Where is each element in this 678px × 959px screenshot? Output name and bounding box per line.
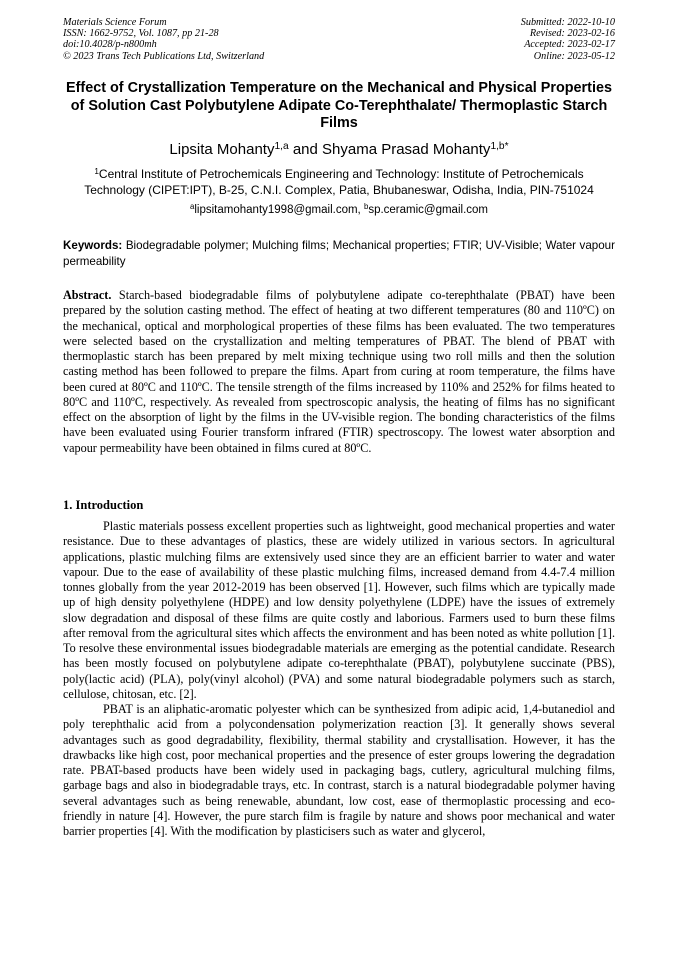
author-2-name: Shyama Prasad Mohanty — [322, 141, 491, 158]
keywords-block — [63, 238, 615, 269]
author-conjunction: and — [292, 141, 318, 158]
affiliation — [63, 167, 615, 198]
author-2-affiliation-mark: 1,b* — [490, 141, 509, 153]
introduction-body — [63, 519, 615, 839]
abstract-text: Starch-based biodegradable films of polybutylene adipate co-terephthalate (PBAT) have been prepared by the solution casting method. The effect of heating at two different temperatures (80 and 110ºC) on the mechanical, optical and morphological properties of these films has been evaluated. The two temperatures were selected based on the crystallization and melting temperatures of PBAT. The blend of PBAT with thermoplastic starch has been prepared by melt mixing technique using two roll mills and then the solution casting method has been followed to prepare the films. Apart from curing at room temperature, the films have been cured at 80ºC and 110ºC. The tensile strength of the films increased by 110% and 252% for films heated to 80ºC and 110ºC, respectively. As revealed from spectroscopic analysis, the heating of films has no significant effect on the absorption of light by the films in the UV-visible region. The bonding characteristics of the films have been evaluated using Fourier transform infrared (FTIR) spectroscopy. The lowest water absorption and vapour permeability have been obtained in films cured at 80ºC. — [63, 288, 615, 455]
section-heading-introduction: 1. Introduction — [63, 498, 144, 512]
email-a-link[interactable]: lipsitamohanty1998@gmail.com, — [194, 204, 361, 216]
email-b-link[interactable]: sp.ceramic@gmail.com — [368, 204, 488, 216]
paragraph: PBAT is an aliphatic-aromatic polyester which can be synthesized from adipic acid, 1,4-butanediol and poly terephthalic acid from a polycondensation polymerization reaction [3]. It generally shows several advantages such as good degradability, flexibility, thermal stability and crystallisation. However, it has the drawbacks like high cost, poor mechanical properties and the presence of ester groups lowering the degradation rate. PBAT-based products have been widely used in packaging bags, cutlery, agricultural mulching films, garbage bags and also in biodegradable trays, etc. In contrast, starch is a natural biodegradable polymer having several advantages such as being renewable, abundant, low cost, ease of thermoplastic processing and eco-friendly in nature [4]. However, the pure starch film is fragile by nature and shows poor mechanical and water barrier properties [4]. With the modification by plasticisers such as water and glycerol, — [63, 702, 615, 838]
journal-info — [63, 17, 264, 62]
affiliation-text: Central Institute of Petrochemicals Engineering and Technology: Institute of Petrochemicals Technology (CIPET:IPT), B-25, C.N.I. Complex, Patia, Bhubaneswar, Odisha, India, PIN-751024 — [84, 167, 594, 197]
paragraph: Plastic materials possess excellent properties such as lightweight, good mechanical properties and water resistance. Due to these advantages of plastics, these are widely utilized in various sectors. In agricultural applications, plastic mulching films are extensively used since they are an efficient barrier to water and water vapour. Due to the ease of availability of these plastic mulching films, increased demand from 4.4-7.4 million tonnes globally from the year 2012-2019 has been observed [1]. However, such films which are typically made up of high density polyethylene (HDPE) and low density polyethylene (LDPE) have the issues of extremely slow degradation and disposal of these films are quite costly and laborious. Farmers used to burn these films after removal from the agricultural sites which affects the environment and has been noted as white pollution [1]. To resolve these environmental issues biodegradable materials are emerging as the potential candidate. Research has been mostly focused on polybutylene adipate co-terephthalate (PBAT), polybutylene succinate (PBS), poly(lactic acid) (PLA), poly(vinyl alcohol) (PVA) and some natural biodegradable polymers such as starch, cellulose, chitosan, etc. [2]. — [63, 519, 615, 701]
email-a-mark: a — [190, 202, 195, 212]
submission-dates — [521, 17, 615, 62]
revised-date: Revised: 2023-02-16 — [529, 28, 615, 40]
paper-title: Effect of Crystallization Temperature on the Mechanical and Physical Properties of Solution Cast Polybutylene Adipate Co-Terephthalate/ Thermoplastic Starch Films — [66, 80, 612, 131]
doi-line[interactable]: doi:10.4028/p-n800mh — [63, 39, 157, 51]
author-emails — [63, 203, 615, 217]
abstract-label: Abstract. — [63, 288, 112, 302]
journal-name: Materials Science Forum — [63, 17, 167, 28]
author-1-name: Lipsita Mohanty — [169, 141, 275, 158]
author-line — [63, 141, 615, 159]
email-b-mark: b — [363, 202, 369, 212]
keywords-label: Keywords: — [63, 239, 123, 252]
issn-line: ISSN: 1662-9752, Vol. 1087, pp 21-28 — [63, 28, 219, 40]
author-1-affiliation-mark: 1,a — [274, 141, 289, 153]
affiliation-mark: 1 — [94, 167, 99, 177]
copyright-line: © 2023 Trans Tech Publications Ltd, Switzerland — [63, 50, 265, 62]
submitted-date: Submitted: 2022-10-10 — [520, 17, 615, 28]
abstract-block — [63, 288, 615, 456]
accepted-date: Accepted: 2023-02-17 — [524, 39, 615, 51]
keywords-text: Biodegradable polymer; Mulching films; Mechanical properties; FTIR; UV-Visible; Water vapour permeability — [63, 239, 615, 268]
online-date: Online: 2023-05-12 — [533, 50, 615, 62]
